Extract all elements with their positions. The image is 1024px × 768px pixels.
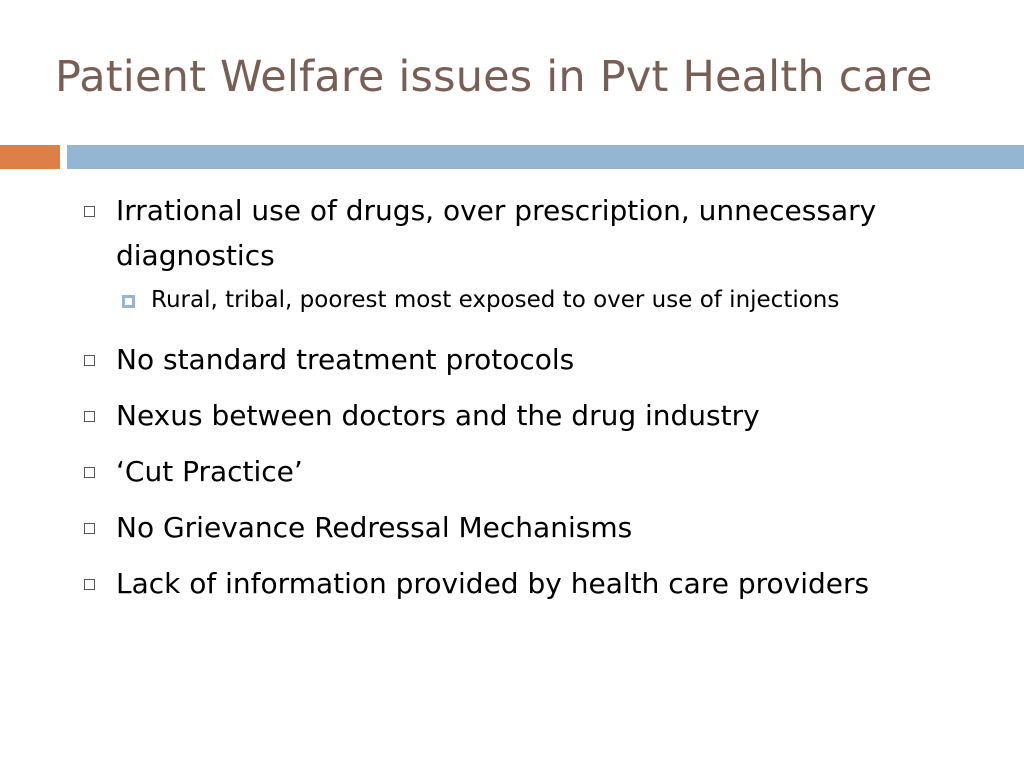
bullet-text: Nexus between doctors and the drug industry (116, 399, 760, 432)
bullet-text: ‘Cut Practice’ (116, 455, 303, 488)
hollow-square-bullet-icon (84, 523, 95, 534)
bullet-item (80, 188, 1010, 278)
hollow-square-bullet-icon (84, 467, 95, 478)
accent-bar-blue (67, 145, 1024, 169)
bullet-item (80, 561, 1010, 606)
bullet-list (80, 188, 1010, 617)
hollow-square-bullet-icon (84, 579, 95, 590)
bullet-text: No standard treatment protocols (116, 343, 575, 376)
sub-bullet-text: Rural, tribal, poorest most exposed to over use of injections (151, 287, 840, 313)
slide-title: Patient Welfare issues in Pvt Health care (55, 52, 933, 102)
bullet-text: Irrational use of drugs, over prescription, unnecessary diagnostics (116, 194, 877, 272)
hollow-square-bullet-icon (84, 355, 95, 366)
bullet-item (80, 393, 1010, 438)
hollow-square-bullet-icon (84, 411, 95, 422)
bullet-item (80, 505, 1010, 550)
accent-bar-orange (0, 145, 60, 169)
bullet-item (80, 337, 1010, 382)
hollow-square-bullet-icon (84, 206, 95, 217)
bullet-text: Lack of information provided by health care providers (116, 567, 870, 600)
bullet-item (80, 449, 1010, 494)
square-sub-bullet-icon (122, 295, 135, 308)
bullet-text: No Grievance Redressal Mechanisms (116, 511, 633, 544)
sub-bullet-item (80, 285, 1010, 315)
